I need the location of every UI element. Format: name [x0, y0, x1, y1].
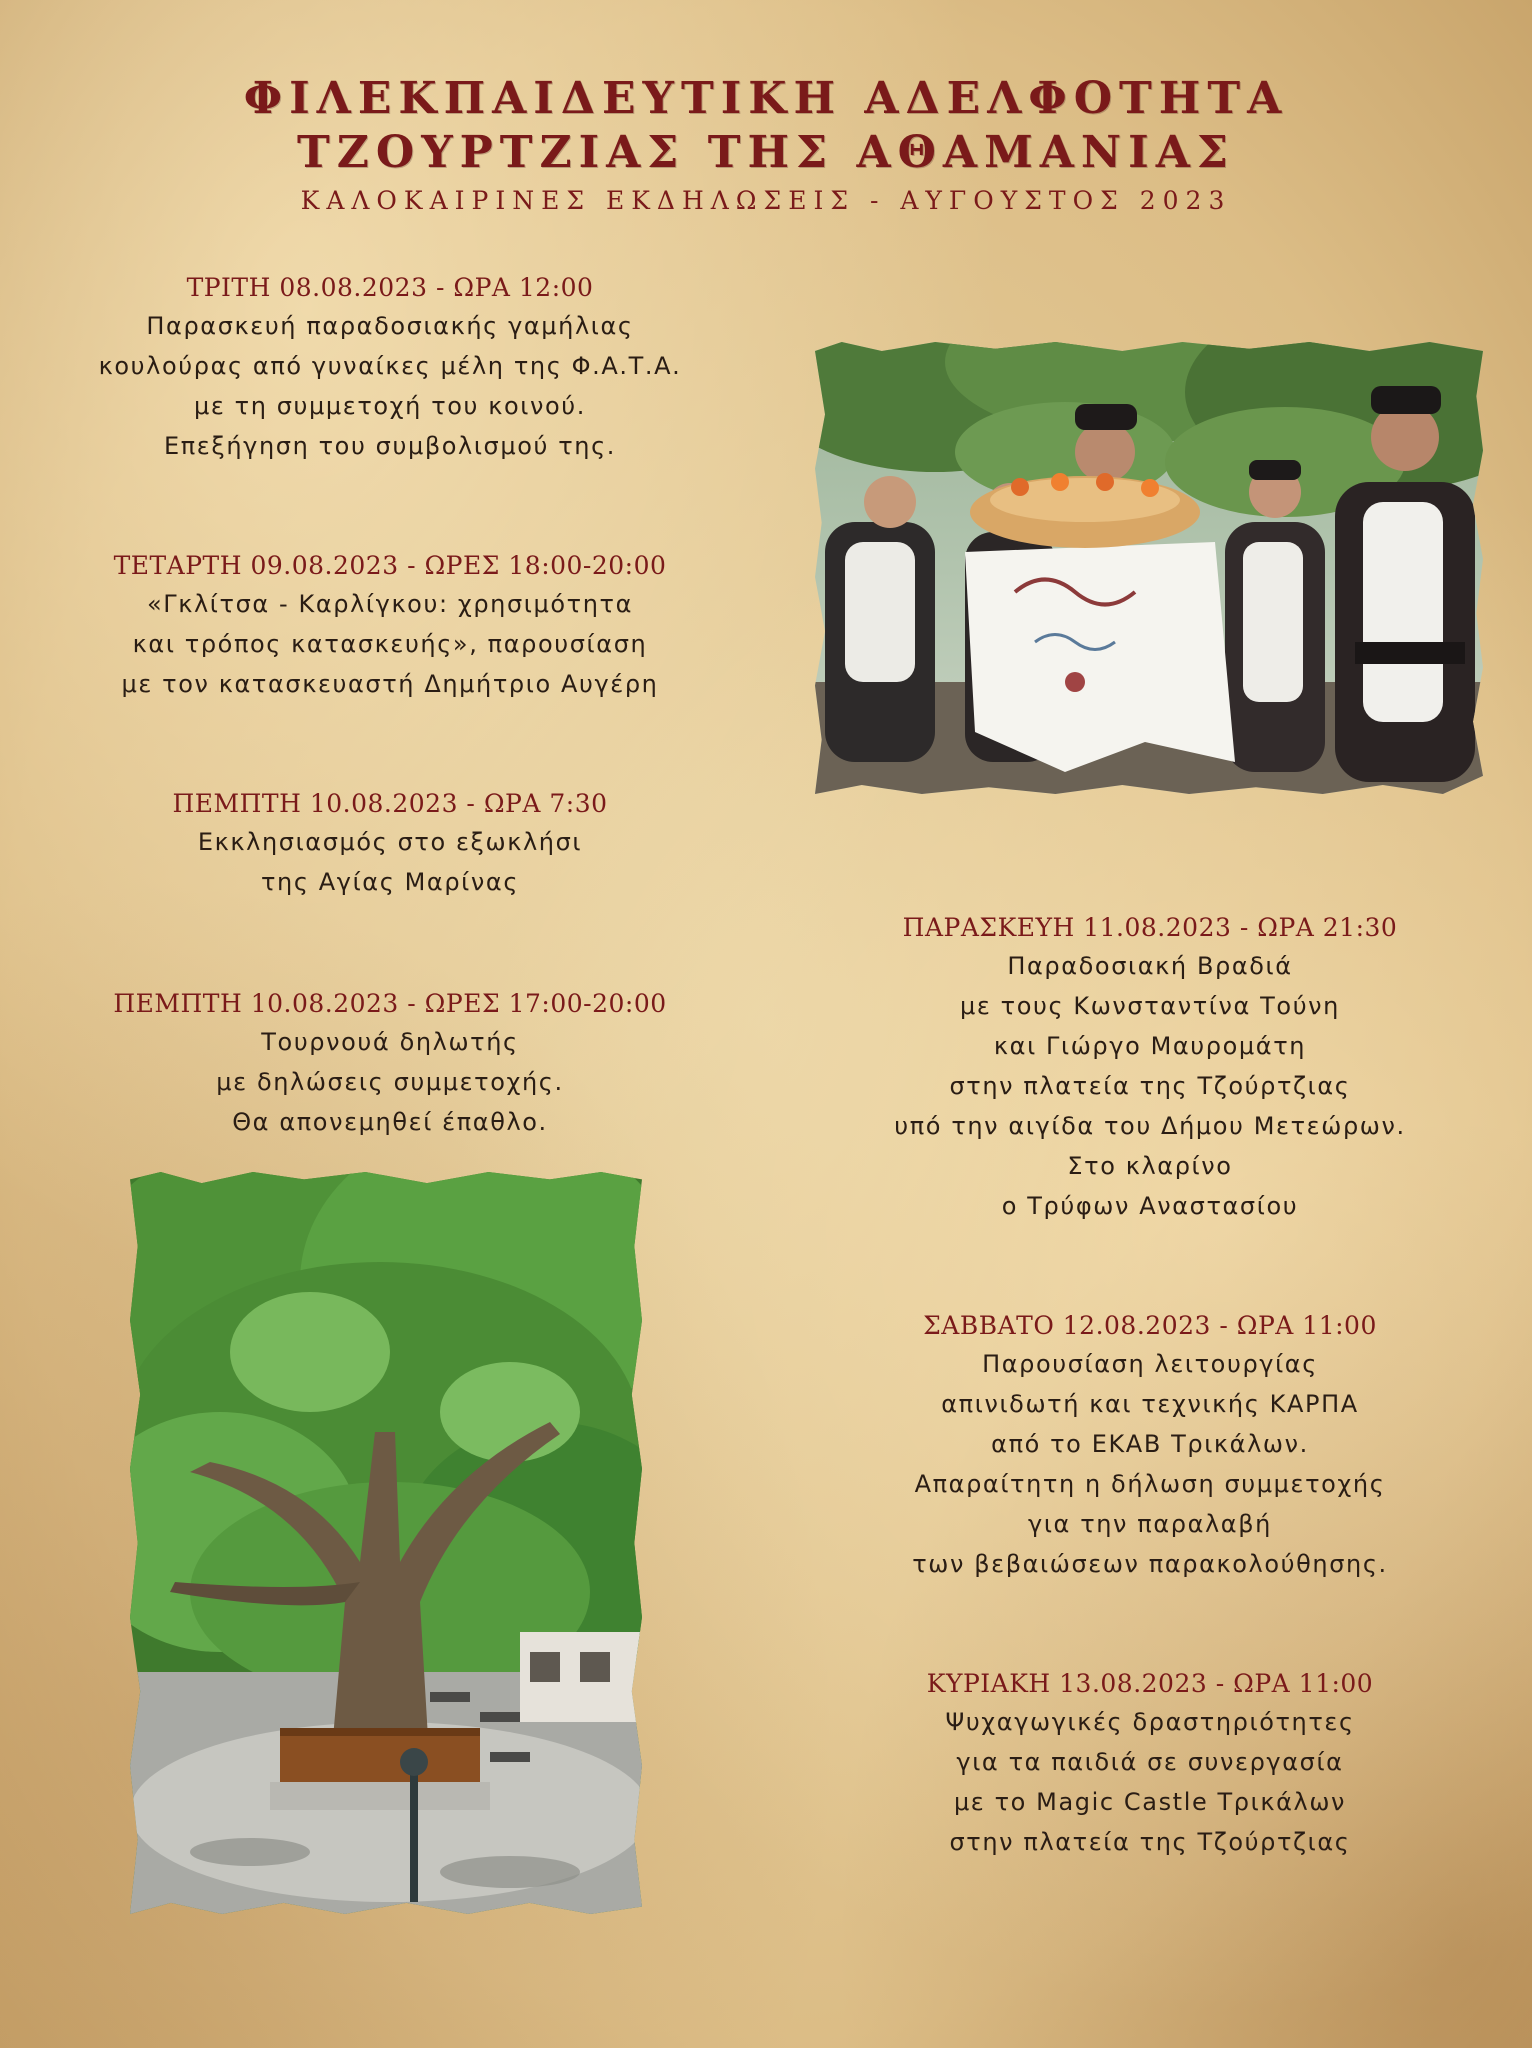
event-heading: ΣΑΒΒΑΤΟ 12.08.2023 - ΩΡΑ 11:00 — [923, 1311, 1377, 1340]
event-line: των βεβαιώσεων παρακολούθησης. — [912, 1550, 1388, 1578]
event-line: της Αγίας Μαρίνας — [260, 868, 520, 896]
plane-tree-illustration — [130, 1172, 642, 1914]
event-line: Τουρνουά δηλωτής — [261, 1028, 519, 1056]
event-line: και Γιώργο Μαυρομάτη — [993, 1032, 1307, 1060]
event-line: με το Magic Castle Τρικάλων — [953, 1788, 1347, 1816]
event-heading: ΚΥΡΙΑΚΗ 13.08.2023 - ΩΡΑ 11:00 — [926, 1669, 1374, 1698]
event-line: Εκκλησιασμός στο εξωκλήσι — [197, 828, 583, 856]
event-line: Παρουσίαση λειτουργίας — [982, 1350, 1318, 1378]
event-block-friday — [800, 910, 1500, 1226]
event-block-thursday-evening — [40, 986, 740, 1142]
event-line: και τρόπος κατασκευής», παρουσίαση — [132, 630, 648, 658]
event-block-wednesday — [40, 548, 740, 704]
event-line: στην πλατεία της Τζούρτζιας — [949, 1828, 1351, 1856]
event-line: Παραδοσιακή Βραδιά — [1007, 952, 1293, 980]
event-heading: ΤΡΙΤΗ 08.08.2023 - ΩΡΑ 12:00 — [186, 273, 594, 302]
poster-header — [0, 72, 1532, 215]
event-line: στην πλατεία της Τζούρτζιας — [949, 1072, 1351, 1100]
event-line: απινιδωτή και τεχνικής ΚΑΡΠΑ — [941, 1390, 1359, 1418]
poster-subtitle: ΚΑΛΟΚΑΙΡΙΝΕΣ ΕΚΔΗΛΩΣΕΙΣ - ΑΥΓΟΥΣΤΟΣ 2023 — [300, 186, 1232, 215]
procession-photo — [815, 342, 1483, 794]
event-line: με δηλώσεις συμμετοχής. — [216, 1068, 564, 1096]
poster-title-line-2: ΤΖΟΥΡΤΖΙΑΣ ΤΗΣ ΑΘΑΜΑΝΙΑΣ — [297, 127, 1235, 178]
event-line: για την παραλαβή — [1028, 1510, 1272, 1538]
plane-tree-photo — [130, 1172, 642, 1914]
event-line: Επεξήγηση του συμβολισμού της. — [163, 432, 617, 460]
event-line: για τα παιδιά σε συνεργασία — [956, 1748, 1344, 1776]
event-block-tuesday — [40, 270, 740, 466]
event-line: ο Τρύφων Αναστασίου — [1001, 1192, 1299, 1220]
event-line: κουλούρας από γυναίκες μέλη της Φ.Α.Τ.Α. — [98, 352, 682, 380]
event-heading: ΠΕΜΠΤΗ 10.08.2023 - ΩΡΕΣ 17:00-20:00 — [113, 989, 667, 1018]
event-heading: ΠΑΡΑΣΚΕΥΗ 11.08.2023 - ΩΡΑ 21:30 — [902, 913, 1398, 942]
poster-title-line-1: ΦΙΛΕΚΠΑΙΔΕΥΤΙΚΗ ΑΔΕΛΦΟΤΗΤΑ — [243, 73, 1289, 124]
event-line: Απαραίτητη η δήλωση συμμετοχής — [914, 1470, 1386, 1498]
event-line: με τον κατασκευαστή Δημήτριο Αυγέρη — [121, 670, 659, 698]
event-line: με τη συμμετοχή του κοινού. — [193, 392, 586, 420]
event-heading: ΠΕΜΠΤΗ 10.08.2023 - ΩΡΑ 7:30 — [172, 789, 608, 818]
event-line: Ψυχαγωγικές δραστηριότητες — [945, 1708, 1355, 1736]
event-block-sunday — [800, 1666, 1500, 1862]
event-line: Παρασκευή παραδοσιακής γαμήλιας — [146, 312, 634, 340]
event-line: «Γκλίτσα - Καρλίγκου: χρησιμότητα — [147, 590, 633, 618]
procession-photo-illustration — [815, 342, 1483, 794]
event-line: Στο κλαρίνο — [1067, 1152, 1233, 1180]
event-block-saturday — [800, 1308, 1500, 1584]
event-line: Θα απονεμηθεί έπαθλο. — [232, 1108, 548, 1136]
event-line: υπό την αιγίδα του Δήμου Μετεώρων. — [894, 1112, 1406, 1140]
event-block-thursday-morning — [40, 786, 740, 902]
event-line: από το ΕΚΑΒ Τρικάλων. — [991, 1430, 1309, 1458]
event-line: με τους Κωνσταντίνα Τούνη — [959, 992, 1340, 1020]
event-heading: ΤΕΤΑΡΤΗ 09.08.2023 - ΩΡΕΣ 18:00-20:00 — [113, 551, 667, 580]
